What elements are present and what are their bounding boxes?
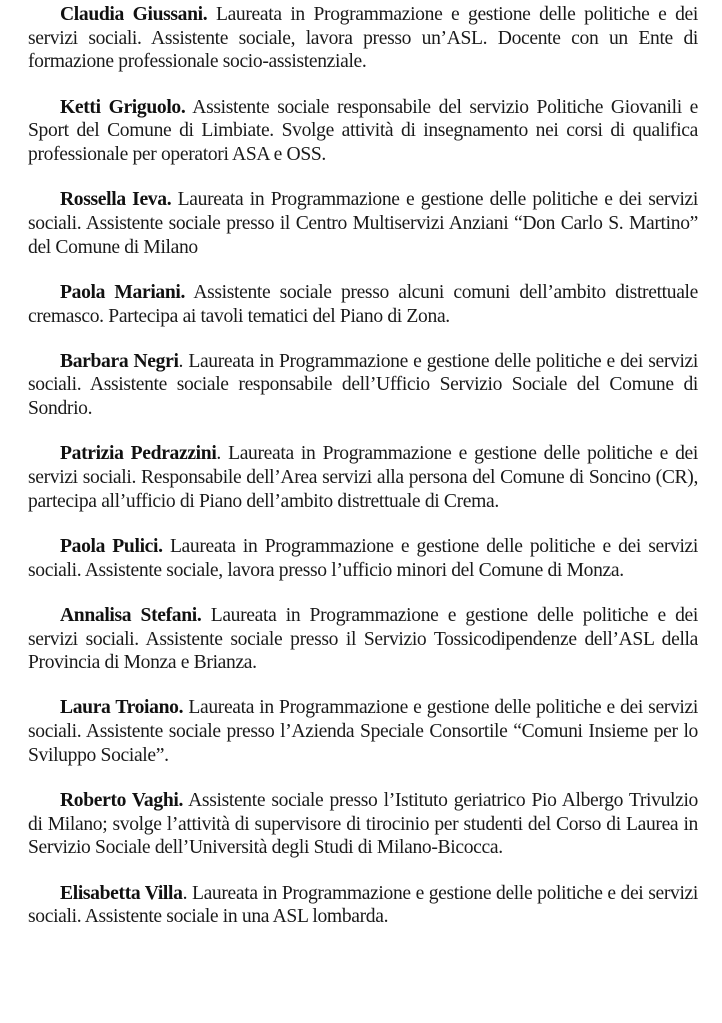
bio-annalisa-stefani: [28, 604, 698, 675]
bio-text: Laureata in Programmazione e gestione delle politiche e dei servizi sociali. Assistente sociale responsabile dell’Ufficio Servizio Sociale del Comune di Sondrio.: [28, 350, 698, 420]
bio-name: Rossella Ieva.: [60, 189, 172, 211]
bio-roberto-vaghi: [28, 789, 698, 860]
bio-name: Claudia Giussani.: [60, 4, 208, 25]
bio-name: Paola Pulici.: [60, 535, 163, 557]
bio-name: Laura Troiano.: [60, 697, 184, 719]
bio-text: Laureata in Programmazione e gestione delle politiche e dei servizi sociali. Assistente sociale, lavora presso l’ufficio minori del Comune di Monza.: [28, 535, 698, 581]
bio-text: Assistente sociale presso alcuni comuni dell’ambito distrettuale cremasco. Partecipa ai tavoli tematici del Piano di Zona.: [28, 281, 698, 327]
bio-text: Assistente sociale responsabile del servizio Politiche Giovanili e Sport del Comune di Limbiate. Svolge attività di insegnamento nei corsi di qualifica professionale per operatori ASA e OSS.: [28, 96, 699, 166]
bio-text: Laureata in Programmazione e gestione delle politiche e dei servizi sociali. Responsabile dell’Area servizi alla persona del Comune di Soncino (CR), partecipa all’ufficio di Piano dell’ambito distrettuale di Crema.: [28, 443, 698, 512]
bio-ketti-griguolo: [28, 96, 698, 167]
bio-name: Elisabetta Villa: [60, 882, 183, 904]
bio-elisabetta-villa: Elisabetta Villa. Laureata in Programmazione e gestione delle politiche e dei servizi sociali. Assistente sociale in una ASL lombarda.: [28, 882, 698, 928]
bio-text: Laureata in Programmazione e gestione delle politiche e dei servizi sociali. Assistente sociale presso il Servizio Tossicodipendenze dell’ASL della Provincia di Monza e Brianza.: [28, 604, 698, 674]
bio-paola-pulici: [28, 535, 698, 582]
bio-barbara-negri: Barbara Negri. Laureata in Programmazione e gestione delle politiche e dei servizi sociali. Assistente sociale responsabile dell’Ufficio Servizio Sociale del Comune di Sondrio.: [28, 350, 698, 420]
bio-text: Laureata in Programmazione e gestione delle politiche e dei servizi sociali. Assistente sociale in una ASL lombarda.: [28, 882, 698, 928]
bio-name: Patrizia Pedrazzini: [60, 443, 217, 465]
bio-name: Paola Mariani.: [60, 281, 186, 303]
bio-claudia-giussani: [28, 3, 698, 74]
bio-name: Barbara Negri: [60, 350, 179, 372]
bio-text: Laureata in Programmazione e gestione delle politiche e dei servizi sociali. Assistente sociale, lavora presso un’ASL. Docente con un Ente di formazione professionale socio-assistenziale.: [28, 4, 698, 73]
bio-rossella-ieva: [28, 188, 698, 259]
bio-text: Assistente sociale presso l’Istituto geriatrico Pio Albergo Trivulzio di Milano; svolge l’attività di supervisore di tirocinio per studenti del Corso di Laurea in Servizio Sociale dell’Università degli Studi di Milano-Bicocca.: [28, 790, 698, 859]
document-page: [28, 3, 698, 951]
bio-laura-troiano: [28, 696, 698, 767]
bio-text: Laureata in Programmazione e gestione delle politiche e dei servizi sociali. Assistente sociale presso l’Azienda Speciale Consortile “Comuni Insieme per lo Sviluppo Sociale”.: [28, 697, 698, 766]
bio-paola-mariani: [28, 281, 698, 328]
bio-patrizia-pedrazzini: Patrizia Pedrazzini. Laureata in Programmazione e gestione delle politiche e dei servizi sociali. Responsabile dell’Area servizi alla persona del Comune di Soncino (CR), partecipa all’ufficio di Piano dell’ambito distrettuale di Crema.: [28, 443, 698, 512]
bio-name: Roberto Vaghi.: [60, 790, 184, 812]
bio-name: Ketti Griguolo.: [60, 96, 186, 118]
bio-text: Laureata in Programmazione e gestione delle politiche e dei servizi sociali. Assistente sociale presso il Centro Multiservizi Anziani “Don Carlo S. Martino” del Comune di Milano: [28, 189, 698, 258]
bio-name: Annalisa Stefani.: [60, 604, 202, 626]
